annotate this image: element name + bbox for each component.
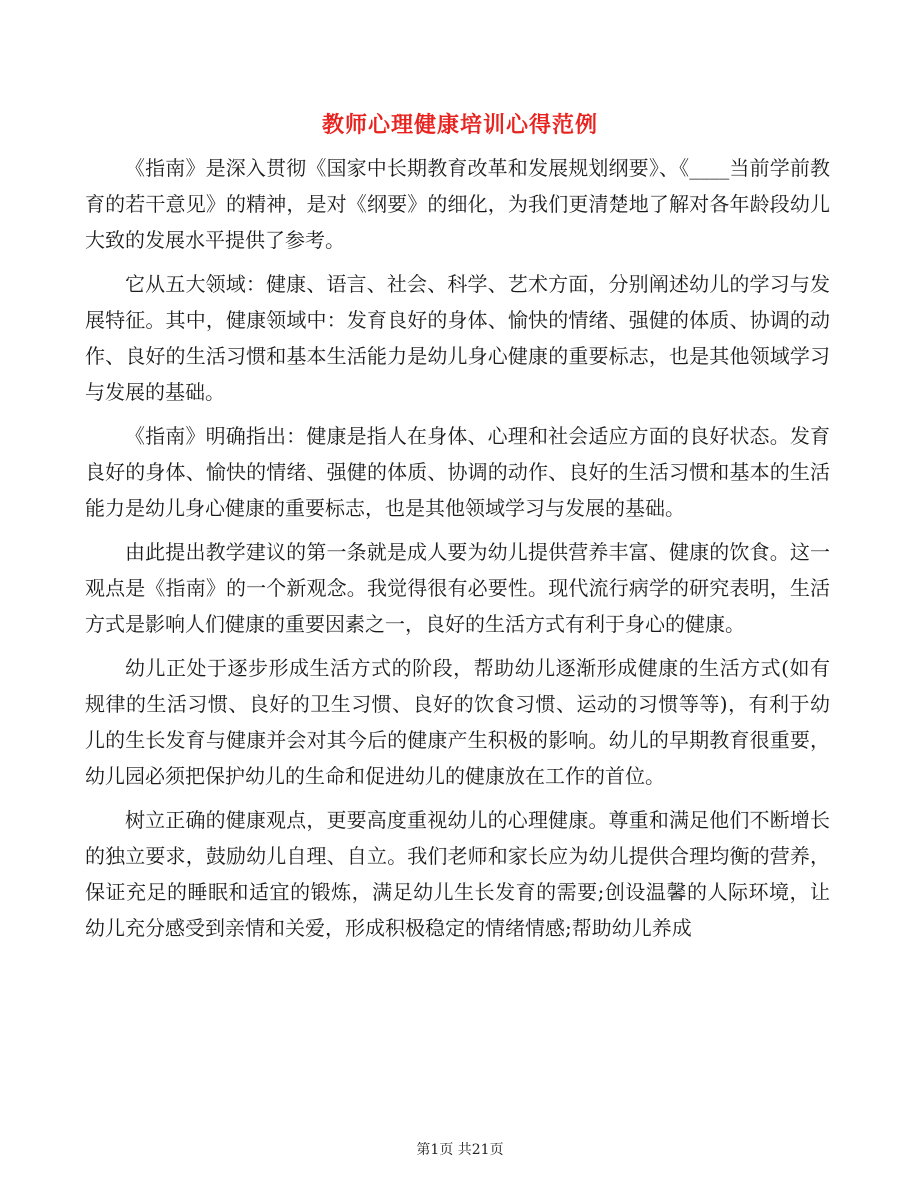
page-number-footer: 第1页 共21页	[416, 1142, 504, 1158]
paragraph-4: 由此提出教学建议的第一条就是成人要为幼儿提供营养丰富、健康的饮食。这一观点是《指南》的一个新观念。我觉得很有必要性。现代流行病学的研究表明，生活方式是影响人们健康的重要因素之一，良好的生活方式有利于身心的健康。	[85, 540, 830, 636]
paragraph-6: 树立正确的健康观点，更要高度重视幼儿的心理健康。尊重和满足他们不断增长的独立要求，鼓励幼儿自理、自立。我们老师和家长应为幼儿提供合理均衡的营养，保证充足的睡眠和适宜的锻炼，满足幼儿生长发育的需要;创设温馨的人际环境，让幼儿充分感受到亲情和关爱，形成积极稳定的情绪情感;帮助幼儿养成	[85, 808, 830, 940]
paragraph-2: 它从五大领域：健康、语言、社会、科学、艺术方面，分别阐述幼儿的学习与发展特征。其中，健康领域中：发育良好的身体、愉快的情绪、强健的体质、协调的动作、良好的生活习惯和基本生活能力是幼儿身心健康的重要标志，也是其他领域学习与发展的基础。	[85, 272, 830, 404]
paragraph-5: 幼儿正处于逐步形成生活方式的阶段，帮助幼儿逐渐形成健康的生活方式(如有规律的生活习惯、良好的卫生习惯、良好的饮食习惯、运动的习惯等等)，有利于幼儿的生长发育与健康并会对其今后的健康产生积极的影响。幼儿的早期教育很重要，幼儿园必须把保护幼儿的生命和促进幼儿的健康放在工作的首位。	[85, 656, 830, 788]
document-body	[85, 150, 830, 954]
document-title: 教师心理健康培训心得范例	[321, 112, 598, 138]
paragraph-3: 《指南》明确指出：健康是指人在身体、心理和社会适应方面的良好状态。发育良好的身体、愉快的情绪、强健的体质、协调的动作、良好的生活习惯和基本的生活能力是幼儿身心健康的重要标志，也是其他领域学习与发展的基础。	[85, 424, 830, 520]
paragraph-1: 《指南》是深入贯彻《国家中长期教育改革和发展规划纲要》、《____当前学前教育的若干意见》的精神，是对《纲要》的细化，为我们更清楚地了解对各年龄段幼儿大致的发展水平提供了参考。	[85, 156, 830, 252]
